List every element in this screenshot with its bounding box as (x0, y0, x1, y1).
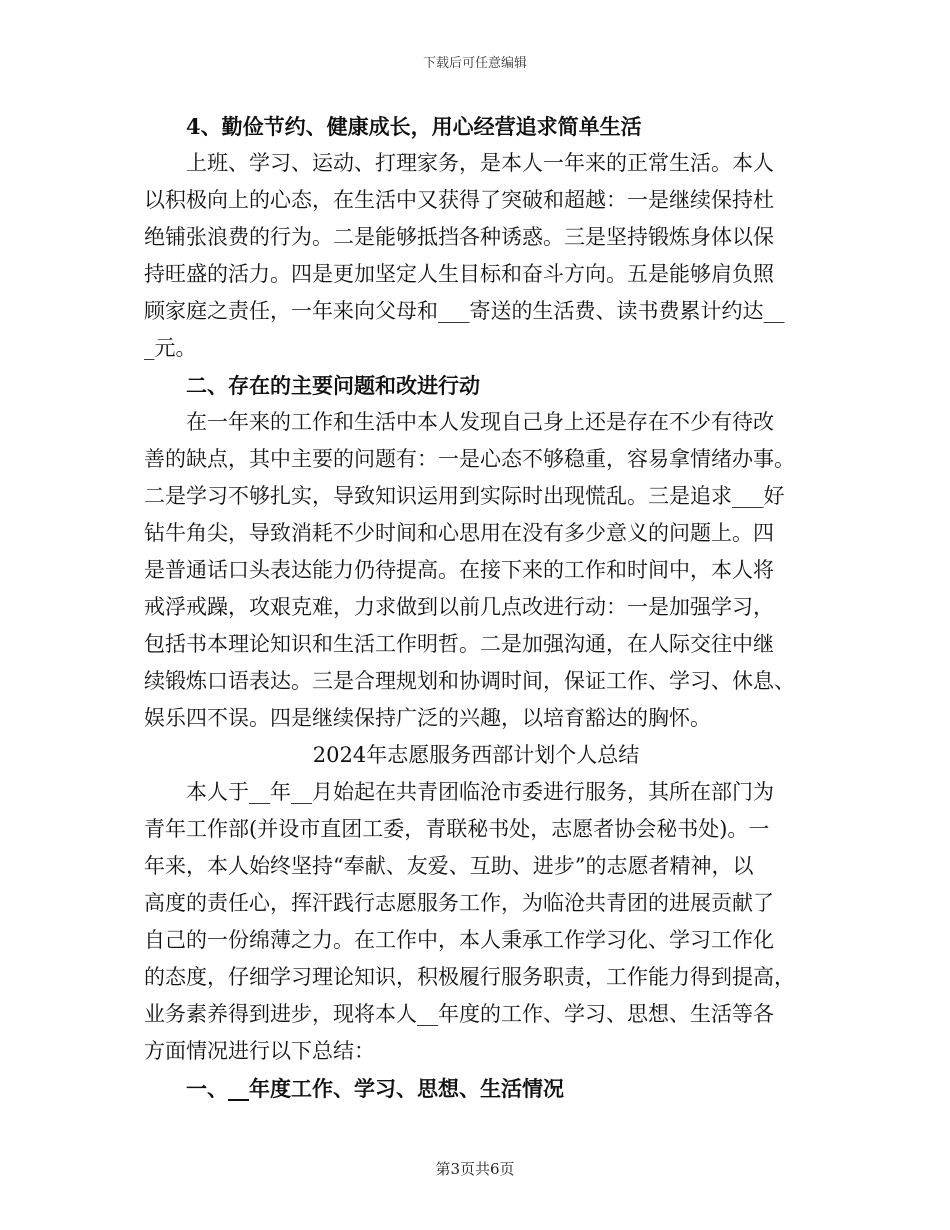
document-body (144, 108, 808, 1107)
paragraph-line: 是普通话口头表达能力仍待提高。在接下来的工作和时间中，本人将 (144, 558, 774, 582)
section-heading: 一、__年度工作、学习、思想、生活情况 (186, 1076, 564, 1101)
paragraph-line: 年来，本人始终坚持“奉献、友爱、互助、进步”的志愿者精神，以 (144, 854, 754, 878)
paragraph-line: 方面情况进行以下总结： (144, 1039, 375, 1063)
paragraph-line: 二是学习不够扎实，导致知识运用到实际时出现慌乱。三是追求___好 (144, 484, 785, 508)
section-heading: 二、存在的主要问题和改进行动 (186, 373, 480, 398)
paragraph-line: 上班、学习、运动、打理家务，是本人一年来的正常生活。本人 (186, 151, 774, 175)
paragraph-line: 以积极向上的心态，在生活中又获得了突破和超越：一是继续保持杜 (144, 188, 774, 212)
paragraph-line: 包括书本理论知识和生活工作明哲。二是加强沟通，在人际交往中继 (144, 632, 774, 656)
paragraph-line: 青年工作部(并设市直团工委，青联秘书处，志愿者协会秘书处)。一 (144, 817, 770, 841)
paragraph-line: 在一年来的工作和生活中本人发现自己身上还是存在不少有待改 (186, 410, 774, 434)
page-number: 第3页共6页 (435, 1160, 515, 1178)
section-heading: 4、勤俭节约、健康成长，用心经营追求简单生活 (186, 114, 642, 139)
paragraph-line: 戒浮戒躁，攻艰克难，力求做到以前几点改进行动：一是加强学习， (144, 595, 774, 619)
paragraph-line: 的态度，仔细学习理论知识，积极履行服务职责，工作能力得到提高， (144, 965, 795, 989)
paragraph-line: _元。 (144, 336, 197, 360)
paragraph-line: 业务素养得到进步，现将本人__年度的工作、学习、思想、生活等各 (144, 1002, 774, 1026)
paragraph-line: 钻牛角尖，导致消耗不少时间和心思用在没有多少意义的问题上。四 (144, 521, 774, 545)
paragraph-line: 高度的责任心，挥汗践行志愿服务工作，为临沧共青团的进展贡献了 (144, 891, 774, 915)
paragraph-line: 自己的一份绵薄之力。在工作中，本人秉承工作学习化、学习工作化 (144, 928, 774, 952)
article-title: 2024年志愿服务西部计划个人总结 (312, 743, 640, 767)
paragraph-line: 本人于__年__月始起在共青团临沧市委进行服务，其所在部门为 (186, 780, 774, 804)
paragraph-line: 续锻炼口语表达。三是合理规划和协调时间，保证工作、学习、休息、 (144, 669, 795, 693)
paragraph-line: 顾家庭之责任，一年来向父母和___寄送的生活费、读书费累计约达__ (144, 299, 785, 323)
paragraph-line: 持旺盛的活力。四是更加坚定人生目标和奋斗方向。五是能够肩负照 (144, 262, 774, 286)
paragraph-line: 绝铺张浪费的行为。二是能够抵挡各种诱惑。三是坚持锻炼身体以保 (144, 225, 774, 249)
paragraph-line: 善的缺点，其中主要的问题有：一是心态不够稳重，容易拿情绪办事。 (144, 447, 795, 471)
page-header-note: 下载后可任意编辑 (422, 56, 527, 71)
paragraph-line: 娱乐四不误。四是继续保持广泛的兴趣，以培育豁达的胸怀。 (144, 706, 711, 730)
